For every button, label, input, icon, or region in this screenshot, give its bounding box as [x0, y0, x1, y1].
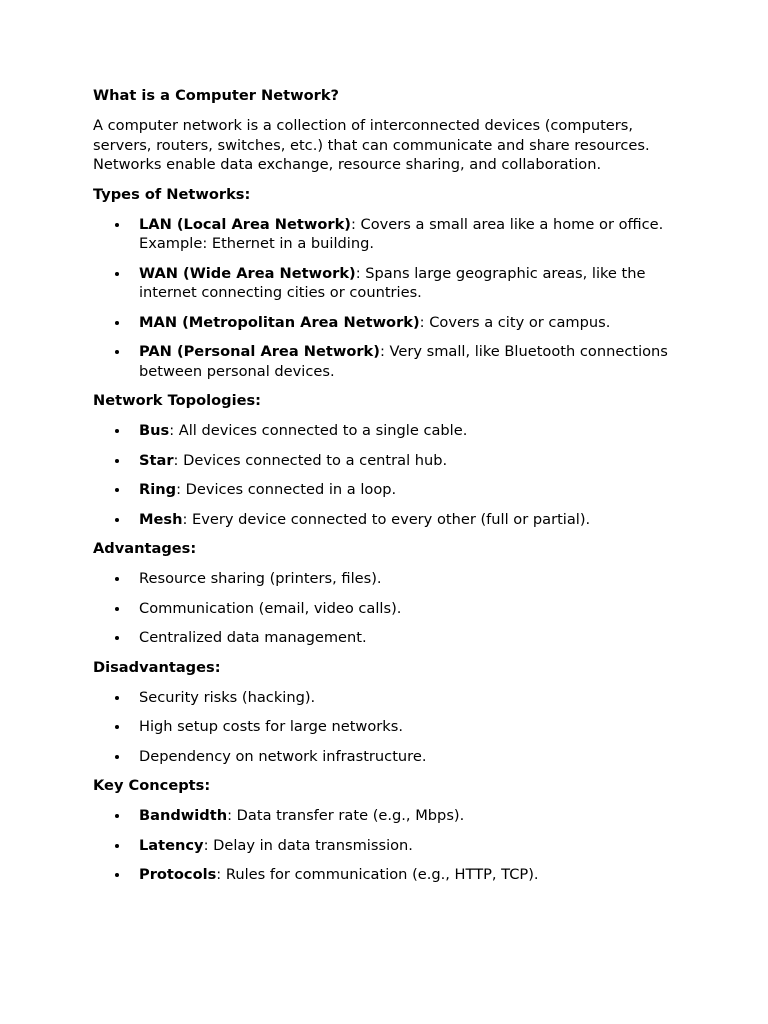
item-term: Protocols: [139, 866, 217, 883]
list-item: [93, 717, 683, 737]
list-item: [93, 510, 683, 530]
document-title: What is a Computer Network?: [93, 87, 339, 104]
item-desc: : Rules for communication (e.g., HTTP, TCP).: [216, 866, 539, 883]
item-term: Latency: [139, 836, 204, 854]
item-desc: : All devices connected to a single cable.: [169, 422, 468, 439]
item-term: MAN (Metropolitan Area Network): [139, 313, 420, 331]
bullet-icon: [115, 429, 119, 433]
advantages-heading: Advantages:: [93, 540, 197, 557]
disadvantages-list: [93, 688, 683, 767]
list-item: [93, 747, 683, 767]
item-term: Star: [139, 451, 174, 469]
document-page: [93, 86, 683, 895]
bullet-icon: [115, 223, 119, 227]
item-desc: : Devices connected to a central hub.: [173, 451, 448, 469]
list-item: [93, 215, 683, 254]
intro-paragraph: A computer network is a collection of interconnected devices (computers, servers, routers, switches, etc.) that can communicate and share resources. Networks enable data exchange, resource sharing, and collaboration.: [93, 117, 650, 173]
list-item: [93, 836, 683, 856]
list-item: [93, 599, 683, 619]
bullet-icon: [115, 755, 119, 759]
item-text: Resource sharing (printers, files).: [139, 570, 382, 587]
bullet-icon: [115, 459, 119, 463]
list-item: [93, 421, 683, 441]
item-term: Ring: [139, 481, 177, 498]
item-desc: : Data transfer rate (e.g., Mbps).: [227, 807, 465, 824]
concepts-heading: Key Concepts:: [93, 777, 211, 794]
bullet-icon: [115, 814, 119, 818]
bullet-icon: [115, 350, 119, 354]
item-term: Mesh: [139, 510, 183, 528]
item-desc: : Covers a city or campus.: [419, 313, 611, 331]
item-desc: : Covers a small area like a home or office. Example: Ethernet in a building.: [139, 215, 664, 252]
item-term: LAN (Local Area Network): [139, 215, 351, 233]
types-heading: Types of Networks:: [93, 185, 251, 203]
item-desc: : Delay in data transmission.: [203, 836, 413, 854]
item-desc: : Every device connected to every other (full or partial).: [182, 510, 591, 528]
list-item: [93, 688, 683, 708]
bullet-icon: [115, 272, 119, 276]
bullet-icon: [115, 873, 119, 877]
bullet-icon: [115, 725, 119, 729]
item-term: PAN (Personal Area Network): [139, 343, 380, 360]
list-item: [93, 480, 683, 500]
list-item: [93, 342, 683, 381]
bullet-icon: [115, 636, 119, 640]
topologies-heading: Network Topologies:: [93, 392, 261, 409]
advantages-list: [93, 569, 683, 648]
list-item: [93, 451, 683, 471]
list-item: [93, 264, 683, 303]
list-item: [93, 313, 683, 333]
bullet-icon: [115, 844, 119, 848]
item-text: High setup costs for large networks.: [139, 718, 403, 735]
item-desc: : Devices connected in a loop.: [176, 481, 397, 498]
item-desc: : Spans large geographic areas, like the internet connecting cities or countries.: [139, 264, 646, 301]
concepts-list: [93, 806, 683, 885]
bullet-icon: [115, 488, 119, 492]
list-item: [93, 806, 683, 826]
bullet-icon: [115, 518, 119, 522]
disadvantages-heading: Disadvantages:: [93, 658, 221, 676]
item-desc: : Very small, like Bluetooth connections between personal devices.: [139, 343, 668, 380]
item-text: Centralized data management.: [139, 629, 367, 646]
bullet-icon: [115, 696, 119, 700]
item-text: Communication (email, video calls).: [139, 599, 402, 617]
topologies-list: [93, 421, 683, 529]
list-item: [93, 865, 683, 885]
item-term: Bandwidth: [139, 807, 228, 824]
item-text: Security risks (hacking).: [139, 688, 316, 706]
list-item: [93, 628, 683, 648]
bullet-icon: [115, 577, 119, 581]
item-text: Dependency on network infrastructure.: [139, 747, 427, 765]
bullet-icon: [115, 607, 119, 611]
item-term: Bus: [139, 422, 170, 439]
item-term: WAN (Wide Area Network): [139, 264, 356, 282]
bullet-icon: [115, 321, 119, 325]
list-item: [93, 569, 683, 589]
types-list: [93, 215, 683, 382]
